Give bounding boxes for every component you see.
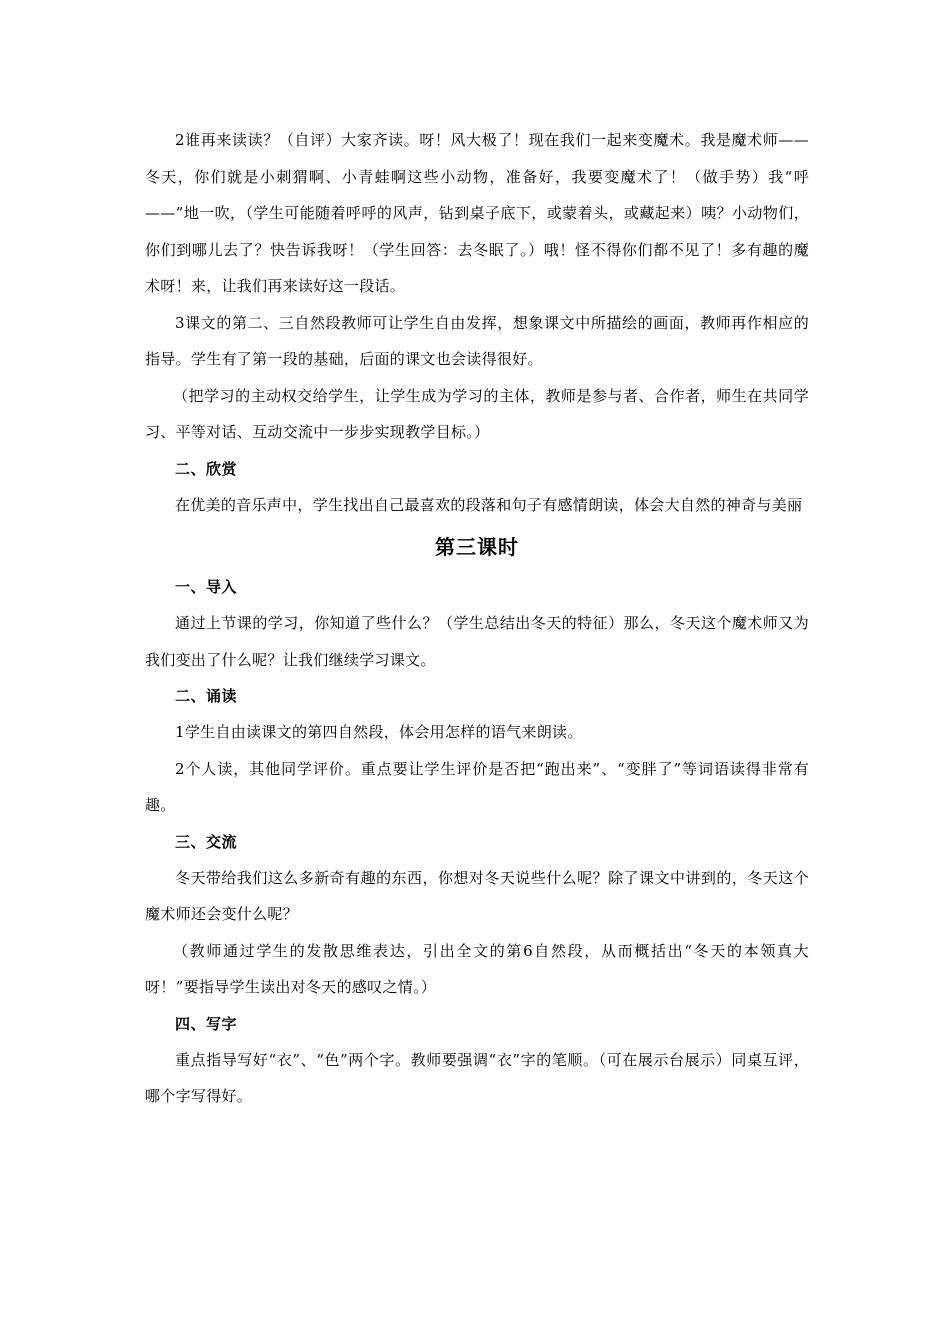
paragraph-exchange-one: 冬天带给我们这么多新奇有趣的东西，你想对冬天说些什么呢？除了课文中讲到的，冬天这个魔术师还会变什么呢？ bbox=[145, 868, 809, 923]
section-title-lesson-three: 第三课时 bbox=[435, 535, 519, 559]
paragraph-appreciate: 在优美的音乐声中，学生找出自己最喜欢的段落和句子有感情朗读，体会大自然的神奇与美丽 bbox=[175, 495, 803, 514]
heading-recite: 二、诵读 bbox=[175, 687, 238, 705]
heading-exchange: 三、交流 bbox=[175, 832, 238, 851]
paragraph-magic-reading: 2谁再来读读？（自评）大家齐读。呀！风大极了！现在我们一起来变魔术。我是魔术师——冬天，你们就是小刺猬啊、小青蛙啊这些小动物，准备好，我要变魔术了！（做手势）我“呼——”地一吹，（学生可能随着呼呼的风声，钻到桌子底下，或蒙着头，或藏起来）咦？小动物们，你们到哪儿去了？快告诉我呀！（学生回答：去冬眠了。）哦！怪不得你们都不见了！多有趣的魔术呀！来，让我们再来读好这一段话。 bbox=[145, 131, 809, 295]
heading-intro: 一、导入 bbox=[175, 578, 238, 596]
paragraph-intro: 通过上节课的学习，你知道了些什么？（学生总结出冬天的特征）那么，冬天这个魔术师又为我们变出了什么呢？让我们继续学习课文。 bbox=[145, 614, 809, 669]
document-body bbox=[145, 122, 809, 1115]
paragraph-recite-two: 2个人读，其他同学评价。重点要让学生评价是否把“跑出来”、“变胖了”等词语读得非常有趣。 bbox=[145, 759, 809, 814]
paragraph-write: 重点指导写好“衣”、“色”两个字。教师要强调“衣”字的笔顺。（可在展示台展示）同桌互评，哪个字写得好。 bbox=[145, 1050, 809, 1105]
paragraph-recite-one: 1学生自由读课文的第四自然段，体会用怎样的语气来朗读。 bbox=[175, 723, 583, 741]
heading-appreciate: 二、欣赏 bbox=[175, 459, 238, 478]
paragraph-teaching-note: （把学习的主动权交给学生，让学生成为学习的主体，教师是参与者、合作者，师生在共同学习、平等对话、互动交流中一步步实现教学目标。） bbox=[145, 386, 809, 441]
paragraph-paragraphs-two-three: 3课文的第二、三自然段教师可让学生自由发挥，想象课文中所描绘的画面，教师再作相应的指导。学生有了第一段的基础，后面的课文也会读得很好。 bbox=[145, 313, 809, 368]
heading-write: 四、写字 bbox=[175, 1014, 238, 1033]
paragraph-exchange-two: （教师通过学生的发散思维表达，引出全文的第6自然段，从而概括出“冬天的本领真大呀！”要指导学生读出对冬天的感叹之情。） bbox=[145, 941, 809, 996]
